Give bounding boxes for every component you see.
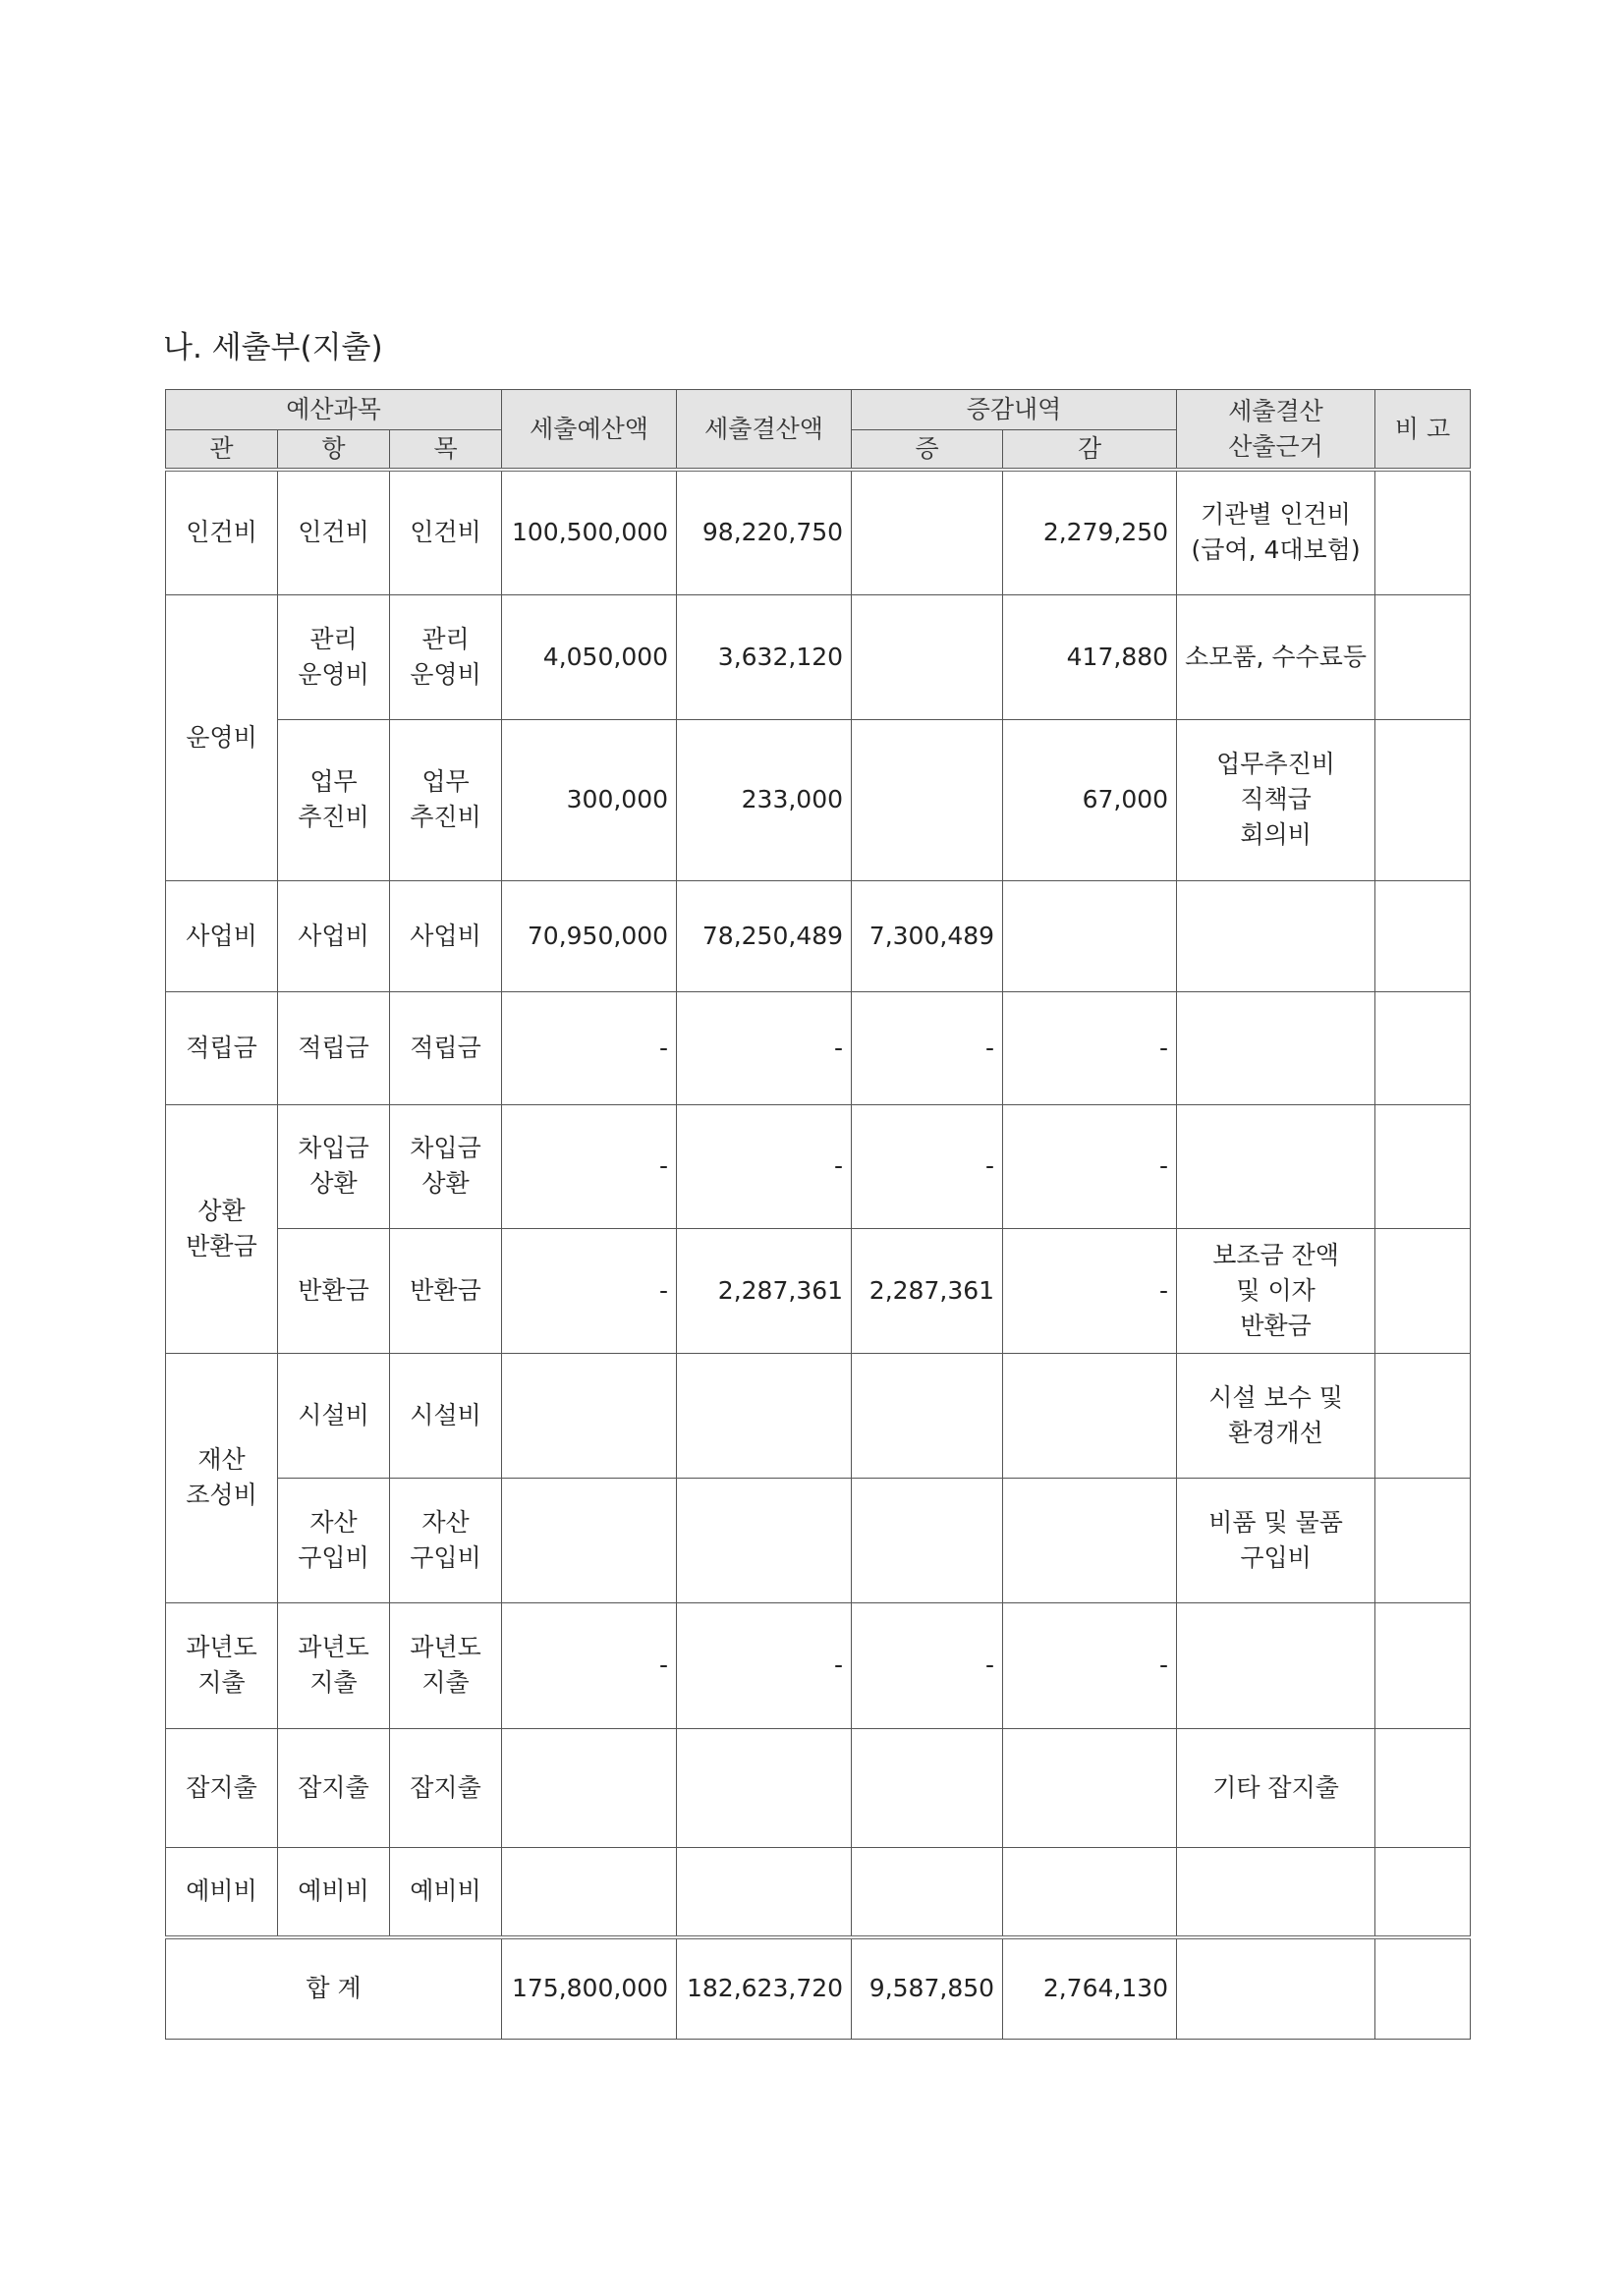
mok-cell: 자산 구입비 bbox=[390, 1478, 502, 1602]
increase-cell: - bbox=[852, 1602, 1003, 1728]
total-budget: 175,800,000 bbox=[502, 1937, 677, 2039]
remarks-cell bbox=[1375, 880, 1471, 991]
settled-cell: - bbox=[677, 1104, 852, 1228]
budget-cell bbox=[502, 1728, 677, 1847]
gwan-cell: 사업비 bbox=[166, 880, 278, 991]
budget-cell: - bbox=[502, 991, 677, 1104]
basis-cell bbox=[1177, 1847, 1375, 1937]
settled-cell bbox=[677, 1728, 852, 1847]
basis-cell bbox=[1177, 1104, 1375, 1228]
decrease-cell: 2,279,250 bbox=[1003, 470, 1177, 594]
remarks-cell bbox=[1375, 1353, 1471, 1478]
decrease-cell bbox=[1003, 1478, 1177, 1602]
table-row bbox=[166, 1353, 1471, 1478]
increase-cell: - bbox=[852, 1104, 1003, 1228]
basis-cell: 기관별 인건비 (급여, 4대보험) bbox=[1177, 470, 1375, 594]
hang-cell: 잡지출 bbox=[278, 1728, 390, 1847]
hang-cell: 과년도 지출 bbox=[278, 1602, 390, 1728]
budget-cell: 4,050,000 bbox=[502, 594, 677, 719]
hang-cell: 적립금 bbox=[278, 991, 390, 1104]
budget-cell: 100,500,000 bbox=[502, 470, 677, 594]
mok-cell: 반환금 bbox=[390, 1228, 502, 1353]
gwan-cell: 재산 조성비 bbox=[166, 1353, 278, 1602]
budget-cell bbox=[502, 1353, 677, 1478]
total-increase: 9,587,850 bbox=[852, 1937, 1003, 2039]
remarks-cell bbox=[1375, 1602, 1471, 1728]
mok-cell: 인건비 bbox=[390, 470, 502, 594]
hang-cell: 사업비 bbox=[278, 880, 390, 991]
basis-cell: 시설 보수 및 환경개선 bbox=[1177, 1353, 1375, 1478]
budget-cell: - bbox=[502, 1602, 677, 1728]
table-row bbox=[166, 1228, 1471, 1353]
hang-cell: 관리 운영비 bbox=[278, 594, 390, 719]
settled-cell bbox=[677, 1353, 852, 1478]
hang-cell: 업무 추진비 bbox=[278, 719, 390, 880]
remarks-cell bbox=[1375, 991, 1471, 1104]
remarks-cell bbox=[1375, 594, 1471, 719]
table-row bbox=[166, 1847, 1471, 1937]
settled-cell: 78,250,489 bbox=[677, 880, 852, 991]
decrease-cell: - bbox=[1003, 1104, 1177, 1228]
basis-cell bbox=[1177, 880, 1375, 991]
hang-cell: 차입금 상환 bbox=[278, 1104, 390, 1228]
mok-cell: 관리 운영비 bbox=[390, 594, 502, 719]
total-basis bbox=[1177, 1937, 1375, 2039]
decrease-cell bbox=[1003, 1728, 1177, 1847]
increase-cell bbox=[852, 594, 1003, 719]
mok-cell: 업무 추진비 bbox=[390, 719, 502, 880]
settled-cell: - bbox=[677, 1602, 852, 1728]
remarks-cell bbox=[1375, 1228, 1471, 1353]
increase-cell bbox=[852, 470, 1003, 594]
header-hang: 항 bbox=[278, 430, 390, 471]
table-row bbox=[166, 1602, 1471, 1728]
increase-cell bbox=[852, 719, 1003, 880]
hang-cell: 인건비 bbox=[278, 470, 390, 594]
hang-cell: 자산 구입비 bbox=[278, 1478, 390, 1602]
gwan-cell: 인건비 bbox=[166, 470, 278, 594]
settled-cell: 233,000 bbox=[677, 719, 852, 880]
table-row bbox=[166, 470, 1471, 594]
budget-cell bbox=[502, 1847, 677, 1937]
table-row bbox=[166, 880, 1471, 991]
settled-cell bbox=[677, 1847, 852, 1937]
table-row bbox=[166, 719, 1471, 880]
hang-cell: 시설비 bbox=[278, 1353, 390, 1478]
table-header bbox=[166, 390, 1471, 471]
header-basis: 세출결산 산출근거 bbox=[1177, 390, 1375, 471]
gwan-cell: 운영비 bbox=[166, 594, 278, 880]
total-row bbox=[166, 1937, 1471, 2039]
header-change: 증감내역 bbox=[852, 390, 1177, 430]
expenditure-table bbox=[165, 389, 1471, 2040]
increase-cell: - bbox=[852, 991, 1003, 1104]
hang-cell: 예비비 bbox=[278, 1847, 390, 1937]
increase-cell bbox=[852, 1728, 1003, 1847]
gwan-cell: 잡지출 bbox=[166, 1728, 278, 1847]
gwan-cell: 적립금 bbox=[166, 991, 278, 1104]
remarks-cell bbox=[1375, 1728, 1471, 1847]
mok-cell: 적립금 bbox=[390, 991, 502, 1104]
total-decrease: 2,764,130 bbox=[1003, 1937, 1177, 2039]
increase-cell: 7,300,489 bbox=[852, 880, 1003, 991]
table-row bbox=[166, 1104, 1471, 1228]
remarks-cell bbox=[1375, 470, 1471, 594]
gwan-cell: 예비비 bbox=[166, 1847, 278, 1937]
total-settled: 182,623,720 bbox=[677, 1937, 852, 2039]
total-label: 합 계 bbox=[166, 1937, 502, 2039]
decrease-cell: 417,880 bbox=[1003, 594, 1177, 719]
decrease-cell: - bbox=[1003, 1602, 1177, 1728]
table-row bbox=[166, 594, 1471, 719]
decrease-cell: 67,000 bbox=[1003, 719, 1177, 880]
settled-cell: - bbox=[677, 991, 852, 1104]
table-body bbox=[166, 470, 1471, 2039]
basis-cell bbox=[1177, 991, 1375, 1104]
increase-cell bbox=[852, 1353, 1003, 1478]
basis-cell: 비품 및 물품 구입비 bbox=[1177, 1478, 1375, 1602]
decrease-cell: - bbox=[1003, 1228, 1177, 1353]
basis-cell: 업무추진비 직책급 회의비 bbox=[1177, 719, 1375, 880]
remarks-cell bbox=[1375, 719, 1471, 880]
header-budget-amount: 세출예산액 bbox=[502, 390, 677, 471]
settled-cell bbox=[677, 1478, 852, 1602]
increase-cell bbox=[852, 1478, 1003, 1602]
gwan-cell: 상환 반환금 bbox=[166, 1104, 278, 1353]
remarks-cell bbox=[1375, 1104, 1471, 1228]
mok-cell: 사업비 bbox=[390, 880, 502, 991]
header-settlement-amount: 세출결산액 bbox=[677, 390, 852, 471]
header-decrease: 감 bbox=[1003, 430, 1177, 471]
budget-cell: 70,950,000 bbox=[502, 880, 677, 991]
table-row bbox=[166, 991, 1471, 1104]
total-remarks bbox=[1375, 1937, 1471, 2039]
budget-cell bbox=[502, 1478, 677, 1602]
table-row bbox=[166, 1728, 1471, 1847]
table-row bbox=[166, 1478, 1471, 1602]
gwan-cell: 과년도 지출 bbox=[166, 1602, 278, 1728]
section-title: 나. 세출부(지출) bbox=[163, 330, 383, 365]
basis-cell: 보조금 잔액 및 이자 반환금 bbox=[1177, 1228, 1375, 1353]
increase-cell bbox=[852, 1847, 1003, 1937]
mok-cell: 차입금 상환 bbox=[390, 1104, 502, 1228]
budget-cell: 300,000 bbox=[502, 719, 677, 880]
mok-cell: 과년도 지출 bbox=[390, 1602, 502, 1728]
basis-cell bbox=[1177, 1602, 1375, 1728]
budget-cell: - bbox=[502, 1228, 677, 1353]
decrease-cell: - bbox=[1003, 991, 1177, 1104]
increase-cell: 2,287,361 bbox=[852, 1228, 1003, 1353]
hang-cell: 반환금 bbox=[278, 1228, 390, 1353]
settled-cell: 98,220,750 bbox=[677, 470, 852, 594]
basis-cell: 소모품, 수수료등 bbox=[1177, 594, 1375, 719]
decrease-cell bbox=[1003, 1847, 1177, 1937]
remarks-cell bbox=[1375, 1847, 1471, 1937]
header-budget-subject: 예산과목 bbox=[166, 390, 502, 430]
basis-cell: 기타 잡지출 bbox=[1177, 1728, 1375, 1847]
header-mok: 목 bbox=[390, 430, 502, 471]
header-gwan: 관 bbox=[166, 430, 278, 471]
decrease-cell bbox=[1003, 880, 1177, 991]
mok-cell: 잡지출 bbox=[390, 1728, 502, 1847]
header-increase: 증 bbox=[852, 430, 1003, 471]
budget-cell: - bbox=[502, 1104, 677, 1228]
header-remarks: 비 고 bbox=[1375, 390, 1471, 471]
remarks-cell bbox=[1375, 1478, 1471, 1602]
mok-cell: 시설비 bbox=[390, 1353, 502, 1478]
settled-cell: 2,287,361 bbox=[677, 1228, 852, 1353]
decrease-cell bbox=[1003, 1353, 1177, 1478]
settled-cell: 3,632,120 bbox=[677, 594, 852, 719]
mok-cell: 예비비 bbox=[390, 1847, 502, 1937]
